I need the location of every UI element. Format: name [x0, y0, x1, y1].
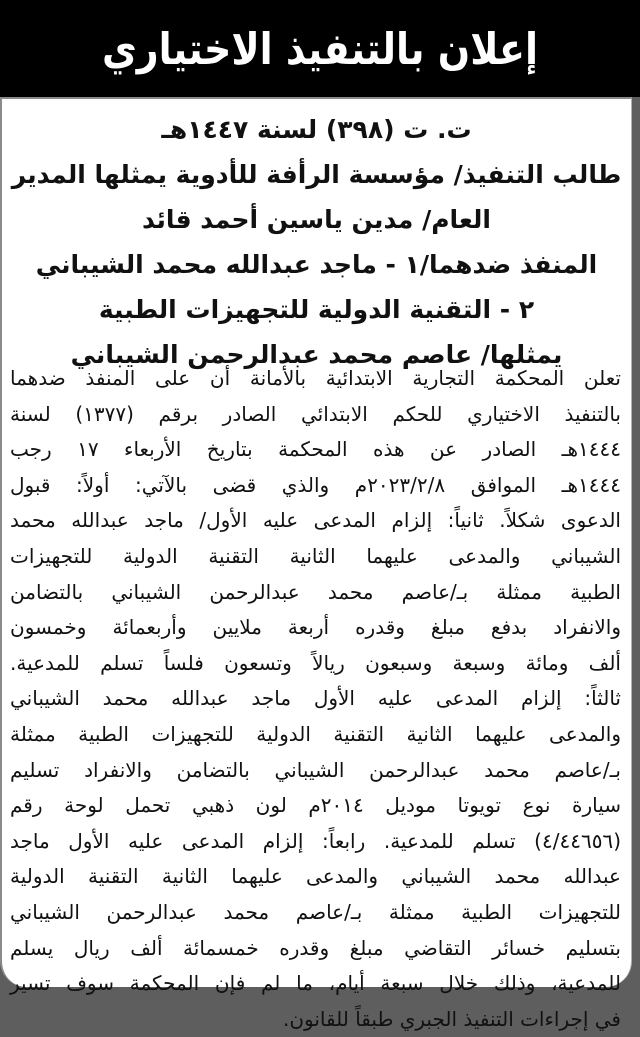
body-line: والانفراد بدفع مبلغ وقدره أربعة ملايين وأربعمائة وخمسون — [10, 615, 621, 640]
body-line: عبدالله محمد الشيباني والمدعى عليهما الثانية التقنية الدولية — [10, 864, 621, 889]
body-line: في إجراءات التنفيذ الجبري طبقاً للقانون. — [282, 1006, 621, 1031]
body-line: والمدعى عليهما الثانية التقنية الدولية للتجهيزات الطبية ممثلة — [10, 721, 621, 746]
body-line: ١٤٤٤هـ الموافق ٢٠٢٣/٢/٨م والذي قضى بالآتي: أولاً: قبول — [10, 472, 621, 497]
case-heading — [2, 99, 631, 377]
execution-requester: طالب التنفيذ/ مؤسسة الرأفة للأدوية يمثلها المدير — [11, 160, 622, 189]
notice-title: إعلان بالتنفيذ الاختياري — [101, 23, 539, 74]
body-line: تعلن المحكمة التجارية الابتدائية بالأمانة أن على المنفذ ضدهما — [10, 366, 621, 390]
defendant-one: المنفذ ضدهما/١ - ماجد عبدالله محمد الشيباني — [35, 250, 598, 279]
body-line: للمدعية، وذلك خلال سبعة أيام، ما لم فإن المحكمة سوف تسير — [10, 971, 621, 996]
notice-header — [0, 0, 640, 97]
body-line: للتجهيزات الطبية ممثلة بـ/عاصم محمد عبدالرحمن الشيباني — [10, 899, 621, 924]
body-line: الشيباني والمدعى عليهما الثانية التقنية الدولية للتجهيزات — [10, 543, 621, 568]
body-line: سيارة نوع تويوتا موديل ٢٠١٤م لون ذهبي تحمل لوحة رقم — [10, 793, 622, 818]
defendant-two: ٢ - التقنية الدولية للتجهيزات الطبية — [98, 295, 535, 324]
notice-card — [0, 97, 632, 1031]
body-line: بـ/عاصم محمد عبدالرحمن الشيباني بالتضامن والانفراد تسليم — [10, 757, 621, 782]
body-line: (٤/٤٤٦٥٦) تسلم للمدعية. رابعاً: إلزام المدعى عليه الأول ماجد — [10, 828, 621, 853]
body-line: الدعوى شكلاً. ثانياً: إلزام المدعى عليه الأول/ ماجد عبدالله محمد — [10, 508, 621, 533]
body-line: ثالثاً: إلزام المدعى عليه الأول ماجد عبدالله محمد الشيباني — [10, 686, 621, 711]
notice-body — [10, 361, 621, 1037]
defendant-two-representative: يمثلها/ عاصم محمد عبدالرحمن الشيباني — [70, 340, 563, 369]
body-line: ١٤٤٤هـ الصادر عن هذه المحكمة بتاريخ الأربعاء ١٧ رجب — [10, 437, 621, 462]
case-number: ت. ت (٣٩٨) لسنة ١٤٤٧هـ — [161, 115, 472, 144]
body-line: الطبية ممثلة بـ/عاصم محمد عبدالرحمن الشيباني بالتضامن — [10, 579, 621, 604]
body-line: بتسليم خسائر التقاضي مبلغ وقدره خمسمائة ألف ريال يسلم — [10, 935, 621, 960]
execution-requester-manager: العام/ مدين ياسين أحمد قائد — [142, 205, 491, 234]
body-line: بالتنفيذ الاختياري للحكم الابتدائي الصادر برقم (١٣٧٧) لسنة — [10, 401, 621, 426]
body-line: ألف ومائة وسبعة وسبعون ريالاً وتسعون فلساً تسلم للمدعية. — [10, 650, 621, 675]
